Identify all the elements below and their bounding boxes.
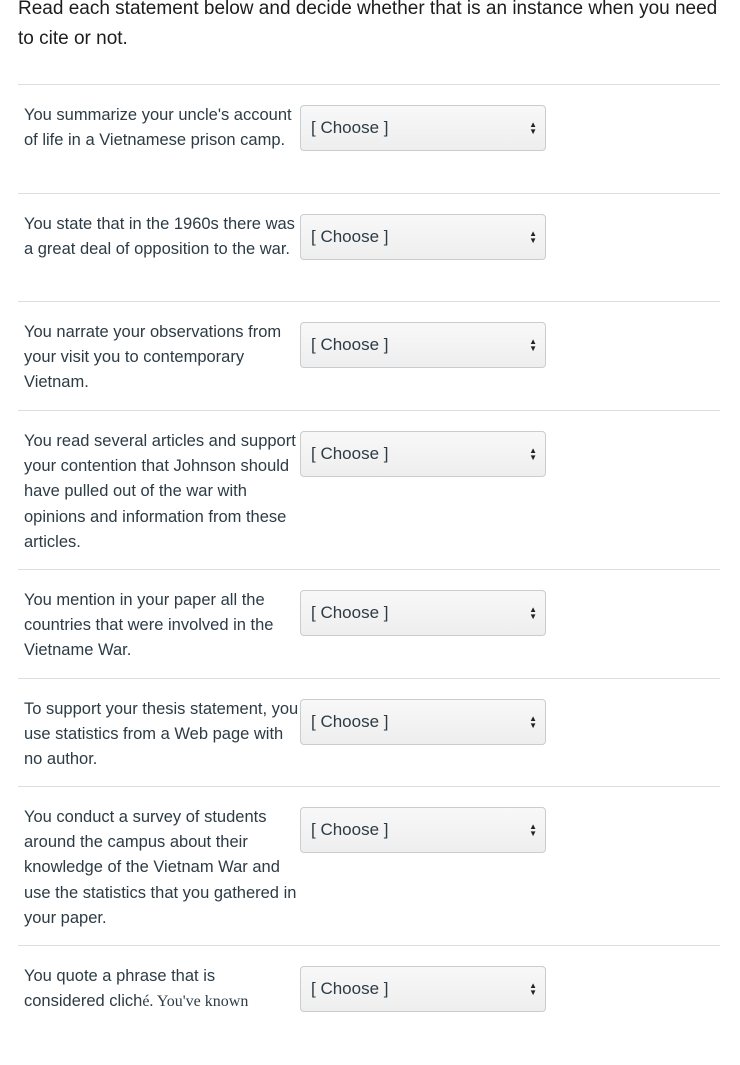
statement-text: You state that in the 1960s there was a great deal of opposition to the war.: [24, 215, 295, 259]
question-row: [18, 84, 720, 193]
select-value: [ Choose ]: [311, 227, 389, 246]
statement-text: You summarize your uncle's account of life in a Vietnamese prison camp.: [24, 106, 292, 150]
question-row: [18, 786, 720, 945]
question-row: [18, 193, 720, 301]
answer-select[interactable]: [300, 699, 546, 745]
select-value: [ Choose ]: [311, 118, 389, 137]
instructions-text: Read each statement below and decide whether that is an instance when you need to cite or not.: [18, 0, 718, 49]
sort-arrows-icon: ▲ ▼: [529, 229, 537, 245]
select-value: [ Choose ]: [311, 335, 389, 354]
answer-select[interactable]: [300, 431, 546, 477]
statement-text: You read several articles and support your contention that Johnson should have pulled out of the war with opinions and information from these articles.: [24, 432, 296, 551]
statement-text: You narrate your observations from your visit you to contemporary Vietnam.: [24, 323, 282, 392]
question-row: [18, 301, 720, 410]
answer-select[interactable]: [300, 322, 546, 368]
select-value: [ Choose ]: [311, 979, 389, 998]
question-row: [18, 945, 720, 1065]
select-value: [ Choose ]: [311, 712, 389, 731]
statement-text: You conduct a survey of students around the campus about their knowledge of the Vietnam War and use the statistics that you gathered in your paper.: [24, 808, 297, 927]
answer-select[interactable]: [300, 807, 546, 853]
sort-arrows-icon: ▲ ▼: [529, 981, 537, 997]
answer-select[interactable]: [300, 105, 546, 151]
sort-arrows-icon: ▲ ▼: [529, 605, 537, 621]
sort-arrows-icon: ▲ ▼: [529, 822, 537, 838]
sort-arrows-icon: ▲ ▼: [529, 714, 537, 730]
answer-select[interactable]: [300, 214, 546, 260]
answer-select[interactable]: [300, 590, 546, 636]
statement-text: You mention in your paper all the countries that were involved in the Vietname War.: [24, 591, 274, 660]
statement-text: [24, 964, 300, 1014]
sort-arrows-icon: ▲ ▼: [529, 446, 537, 462]
select-value: [ Choose ]: [311, 603, 389, 622]
question-row: [18, 410, 720, 569]
question-row: [18, 569, 720, 678]
sort-arrows-icon: ▲ ▼: [529, 120, 537, 136]
answer-select[interactable]: [300, 966, 546, 1012]
statement-text-main: You quote a phrase that is considered clich: [24, 967, 216, 1011]
select-value: [ Choose ]: [311, 444, 389, 463]
question-row: [18, 678, 720, 786]
statement-text-tail: é. You've known: [142, 993, 249, 1011]
question-list: [18, 84, 720, 1065]
statement-text: To support your thesis statement, you use statistics from a Web page with no author.: [24, 700, 299, 769]
select-value: [ Choose ]: [311, 820, 389, 839]
sort-arrows-icon: ▲ ▼: [529, 337, 537, 353]
